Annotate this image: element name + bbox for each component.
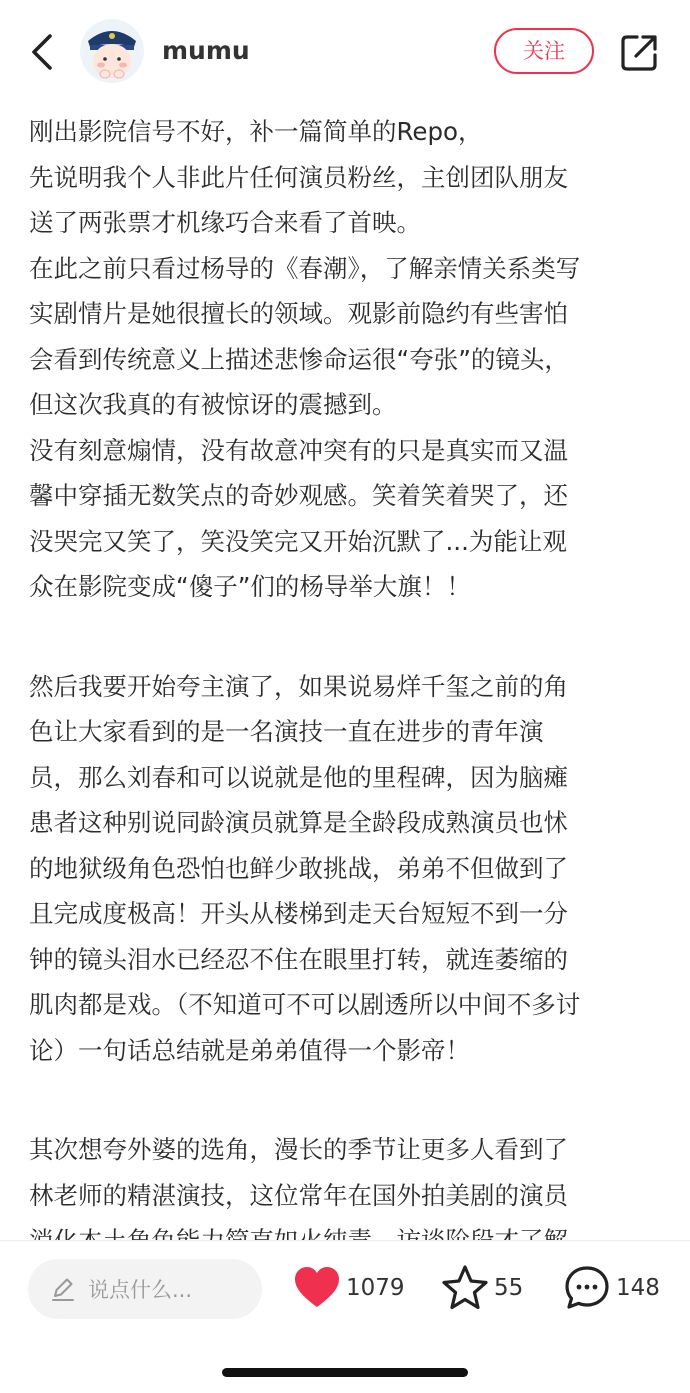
post-header (0, 0, 690, 104)
pen-icon (50, 1276, 76, 1302)
comment-input[interactable] (28, 1259, 262, 1319)
follow-button[interactable]: 关注 (494, 28, 594, 74)
comment-count: 148 (616, 1275, 660, 1301)
post-line: 先说明我个人非此片任何演员粉丝，主创团队朋友 (29, 162, 568, 192)
favorite-button[interactable] (440, 1263, 530, 1315)
star-icon (440, 1263, 490, 1313)
username[interactable]: mumu (162, 36, 250, 65)
post-line: 钟的镜头泪水已经忍不住在眼里打转，就连萎缩的 (29, 944, 568, 974)
post-line: 色让大家看到的是一名演技一直在进步的青年演 (29, 717, 544, 746)
post-line: 的地狱级角色恐怕也鲜少敢挑战，弟弟不但做到了 (29, 853, 568, 883)
post-line: 刚出影院信号不好，补一篇简单的Repo， (29, 117, 483, 146)
avatar-image (80, 19, 144, 83)
post-line: 林老师的精湛演技，这位常年在国外拍美剧的演员 (29, 1180, 568, 1210)
post-line: 论）一句话总结就是弟弟值得一个影帝！ (29, 1035, 470, 1065)
post-line: 患者这种别说同龄演员就算是全龄段成熟演员也怵 (29, 808, 568, 837)
post-body (29, 109, 669, 1318)
share-icon (619, 33, 659, 73)
post-line: 然后我要开始夸主演了，如果说易烊千玺之前的角 (29, 671, 568, 701)
comment-button[interactable] (562, 1263, 672, 1315)
share-button[interactable] (619, 33, 659, 73)
heart-icon (292, 1263, 342, 1313)
post-paragraph (29, 109, 669, 610)
back-arrow-icon (22, 30, 66, 74)
like-count: 1079 (346, 1275, 405, 1301)
comment-bubble-icon (562, 1263, 612, 1313)
post-line: 没有刻意煽情，没有故意冲突有的只是真实而又温 (29, 435, 568, 465)
post-line: 送了两张票才机缘巧合来看了首映。 (29, 208, 421, 237)
favorite-count: 55 (494, 1275, 524, 1301)
post-line: 会看到传统意义上描述悲惨命运很“夸张”的镜头， (29, 344, 569, 374)
post-line: 但这次我真的有被惊讶的震撼到。 (29, 390, 397, 419)
post-line: 在此之前只看过杨导的《春潮》，了解亲情关系类写 (29, 253, 581, 283)
post-line: 实剧情片是她很擅长的领域。观影前隐约有些害怕 (29, 299, 568, 328)
post-line: 员，那么刘春和可以说就是他的里程碑，因为脑瘫 (29, 762, 568, 792)
post-line: 其次想夸外婆的选角，漫长的季节让更多人看到了 (29, 1135, 568, 1164)
back-button[interactable] (22, 30, 66, 74)
post-line: 且完成度极高！开头从楼梯到走天台短短不到一分 (29, 899, 568, 928)
like-button[interactable] (292, 1263, 412, 1315)
comment-placeholder: 说点什么... (88, 1278, 193, 1302)
avatar[interactable] (80, 19, 144, 83)
post-paragraph (29, 664, 669, 1074)
post-line: 馨中穿插无数笑点的奇妙观感。笑着笑着哭了，还 (29, 481, 568, 510)
post-line: 众在影院变成“傻子”们的杨导举大旗！！ (29, 572, 471, 601)
home-indicator[interactable] (222, 1368, 468, 1377)
post-line: 肌肉都是戏。（不知道可不可以剧透所以中间不多讨 (29, 990, 581, 1019)
post-line: 没哭完又笑了，笑没笑完又开始沉默了...为能让观 (29, 526, 567, 556)
